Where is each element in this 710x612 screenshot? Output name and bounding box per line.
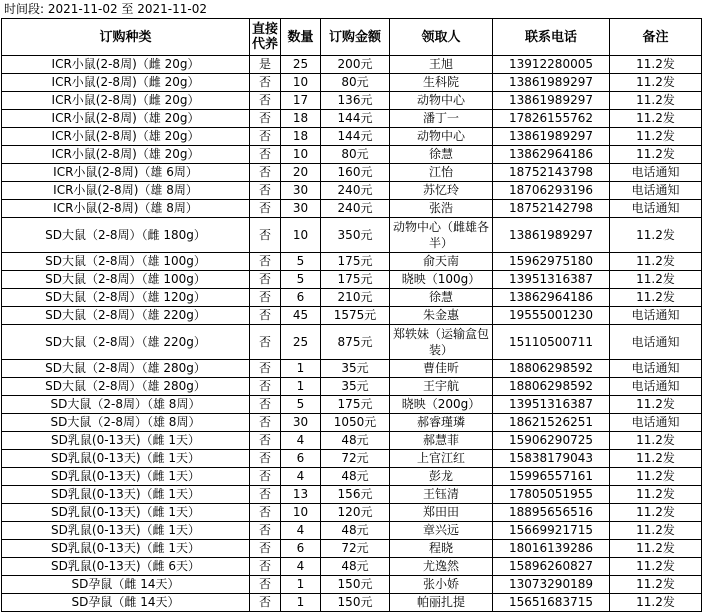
table-cell: SD乳鼠(0-13天)（雌 1天） bbox=[2, 450, 250, 468]
table-cell: 48元 bbox=[321, 432, 390, 450]
table-cell: 郑轶妹（运输盒包装） bbox=[390, 325, 493, 360]
table-cell: 18806298592 bbox=[493, 378, 610, 396]
table-cell: 72元 bbox=[321, 450, 390, 468]
table-cell: 否 bbox=[250, 396, 281, 414]
table-row bbox=[2, 164, 702, 182]
table-cell: 否 bbox=[250, 271, 281, 289]
table-cell: SD大鼠（2-8周）（雌 180g） bbox=[2, 218, 250, 253]
table-cell: 5 bbox=[281, 396, 321, 414]
table-cell: 6 bbox=[281, 540, 321, 558]
table-cell: 王宇航 bbox=[390, 378, 493, 396]
table-cell: 17826155762 bbox=[493, 110, 610, 128]
table-cell: 章兴远 bbox=[390, 522, 493, 540]
table-cell: 徐慧 bbox=[390, 289, 493, 307]
table-cell: SD乳鼠(0-13天)（雌 1天） bbox=[2, 486, 250, 504]
table-cell: 否 bbox=[250, 450, 281, 468]
table-cell: SD大鼠（2-8周）（雄 280g） bbox=[2, 360, 250, 378]
table-cell: 10 bbox=[281, 218, 321, 253]
table-row bbox=[2, 92, 702, 110]
table-cell: 电话通知 bbox=[610, 200, 702, 218]
table-cell: 否 bbox=[250, 522, 281, 540]
table-cell: 72元 bbox=[321, 540, 390, 558]
table-cell: 否 bbox=[250, 504, 281, 522]
table-cell: SD孕鼠（雌 14天） bbox=[2, 576, 250, 594]
table-cell: 240元 bbox=[321, 182, 390, 200]
table-cell: 18806298592 bbox=[493, 360, 610, 378]
table-cell: 11.2发 bbox=[610, 540, 702, 558]
header-row bbox=[2, 19, 702, 56]
table-cell: 11.2发 bbox=[610, 522, 702, 540]
table-cell: 11.2发 bbox=[610, 486, 702, 504]
table-cell: 11.2发 bbox=[610, 468, 702, 486]
table-cell: 11.2发 bbox=[610, 92, 702, 110]
table-cell: 否 bbox=[250, 432, 281, 450]
table-cell: SD大鼠（2-8周）（雄 8周） bbox=[2, 396, 250, 414]
table-cell: 否 bbox=[250, 128, 281, 146]
table-cell: 175元 bbox=[321, 271, 390, 289]
table-cell: 13862964186 bbox=[493, 146, 610, 164]
table-cell: 11.2发 bbox=[610, 218, 702, 253]
col-header: 数量 bbox=[281, 19, 321, 56]
table-cell: ICR小鼠(2-8周)（雄 8周） bbox=[2, 182, 250, 200]
table-cell: 156元 bbox=[321, 486, 390, 504]
table-cell: 11.2发 bbox=[610, 74, 702, 92]
table-cell: 否 bbox=[250, 218, 281, 253]
table-cell: 19555001230 bbox=[493, 307, 610, 325]
table-cell: 否 bbox=[250, 289, 281, 307]
table-cell: 15838179043 bbox=[493, 450, 610, 468]
table-row bbox=[2, 396, 702, 414]
table-cell: SD乳鼠(0-13天)（雌 1天） bbox=[2, 522, 250, 540]
table-cell: 11.2发 bbox=[610, 504, 702, 522]
table-cell: ICR小鼠(2-8周)（雌 20g） bbox=[2, 56, 250, 74]
table-cell: 11.2发 bbox=[610, 56, 702, 74]
table-cell: 240元 bbox=[321, 200, 390, 218]
table-row bbox=[2, 450, 702, 468]
table-cell: SD大鼠（2-8周）（雄 100g） bbox=[2, 253, 250, 271]
table-cell: 动物中心 bbox=[390, 92, 493, 110]
table-row bbox=[2, 432, 702, 450]
table-cell: 1 bbox=[281, 594, 321, 612]
table-cell: ICR小鼠(2-8周)（雌 20g） bbox=[2, 92, 250, 110]
table-cell: 否 bbox=[250, 325, 281, 360]
table-cell: 11.2发 bbox=[610, 128, 702, 146]
table-cell: 否 bbox=[250, 146, 281, 164]
table-cell: 苏忆玲 bbox=[390, 182, 493, 200]
order-table bbox=[1, 18, 702, 612]
table-row bbox=[2, 522, 702, 540]
table-cell: 否 bbox=[250, 540, 281, 558]
table-cell: 张小娇 bbox=[390, 576, 493, 594]
table-cell: 上官江红 bbox=[390, 450, 493, 468]
table-cell: ICR小鼠(2-8周)（雄 6周） bbox=[2, 164, 250, 182]
table-cell: SD大鼠（2-8周）（雄 220g） bbox=[2, 307, 250, 325]
table-cell: ICR小鼠(2-8周)（雌 20g） bbox=[2, 74, 250, 92]
table-row bbox=[2, 558, 702, 576]
table-cell: 曹佳昕 bbox=[390, 360, 493, 378]
period-label: 时间段: 2021-11-02 至 2021-11-02 bbox=[4, 2, 207, 16]
table-cell: 否 bbox=[250, 253, 281, 271]
table-cell: 25 bbox=[281, 325, 321, 360]
table-cell: 875元 bbox=[321, 325, 390, 360]
table-cell: 30 bbox=[281, 414, 321, 432]
table-cell: 11.2发 bbox=[610, 432, 702, 450]
table-cell: 120元 bbox=[321, 504, 390, 522]
table-cell: 20 bbox=[281, 164, 321, 182]
table-row bbox=[2, 128, 702, 146]
table-cell: ICR小鼠(2-8周)（雄 20g） bbox=[2, 128, 250, 146]
table-cell: 80元 bbox=[321, 74, 390, 92]
table-cell: 动物中心 bbox=[390, 128, 493, 146]
table-cell: 5 bbox=[281, 271, 321, 289]
table-cell: 彭龙 bbox=[390, 468, 493, 486]
table-cell: 动物中心（雌雄各半） bbox=[390, 218, 493, 253]
table-cell: 否 bbox=[250, 558, 281, 576]
table-row bbox=[2, 146, 702, 164]
table-cell: 30 bbox=[281, 200, 321, 218]
table-row bbox=[2, 576, 702, 594]
table-row bbox=[2, 110, 702, 128]
table-cell: 35元 bbox=[321, 378, 390, 396]
table-row bbox=[2, 594, 702, 612]
table-cell: 18621526251 bbox=[493, 414, 610, 432]
table-cell: 5 bbox=[281, 253, 321, 271]
table-cell: 王钰清 bbox=[390, 486, 493, 504]
table-cell: 15110500711 bbox=[493, 325, 610, 360]
table-cell: 45 bbox=[281, 307, 321, 325]
table-cell: 48元 bbox=[321, 522, 390, 540]
table-cell: 11.2发 bbox=[610, 146, 702, 164]
table-cell: ICR小鼠(2-8周)（雄 8周） bbox=[2, 200, 250, 218]
table-cell: 136元 bbox=[321, 92, 390, 110]
table-row bbox=[2, 289, 702, 307]
table-row bbox=[2, 325, 702, 360]
table-cell: SD乳鼠(0-13天)（雌 1天） bbox=[2, 540, 250, 558]
table-cell: 15962975180 bbox=[493, 253, 610, 271]
table-cell: 10 bbox=[281, 504, 321, 522]
table-cell: 4 bbox=[281, 522, 321, 540]
table-cell: 175元 bbox=[321, 396, 390, 414]
table-cell: 否 bbox=[250, 182, 281, 200]
table-cell: 13861989297 bbox=[493, 218, 610, 253]
table-row bbox=[2, 414, 702, 432]
table-cell: 电话通知 bbox=[610, 307, 702, 325]
table-cell: 144元 bbox=[321, 128, 390, 146]
table-row bbox=[2, 486, 702, 504]
table-cell: 350元 bbox=[321, 218, 390, 253]
table-cell: 否 bbox=[250, 576, 281, 594]
table-cell: 80元 bbox=[321, 146, 390, 164]
table-cell: 6 bbox=[281, 450, 321, 468]
table-cell: 11.2发 bbox=[610, 271, 702, 289]
table-cell: 15896260827 bbox=[493, 558, 610, 576]
table-cell: 郝睿瑾璘 bbox=[390, 414, 493, 432]
table-row bbox=[2, 253, 702, 271]
table-cell: 1 bbox=[281, 378, 321, 396]
table-cell: 1575元 bbox=[321, 307, 390, 325]
table-row bbox=[2, 360, 702, 378]
table-cell: 11.2发 bbox=[610, 558, 702, 576]
table-cell: 11.2发 bbox=[610, 450, 702, 468]
table-cell: 否 bbox=[250, 164, 281, 182]
table-row bbox=[2, 218, 702, 253]
table-cell: 13861989297 bbox=[493, 74, 610, 92]
table-row bbox=[2, 468, 702, 486]
table-cell: 否 bbox=[250, 74, 281, 92]
table-cell: SD大鼠（2-8周）（雄 100g） bbox=[2, 271, 250, 289]
table-cell: 200元 bbox=[321, 56, 390, 74]
table-cell: 否 bbox=[250, 414, 281, 432]
table-cell: 否 bbox=[250, 307, 281, 325]
table-cell: 13951316387 bbox=[493, 396, 610, 414]
table-cell: ICR小鼠(2-8周)（雄 20g） bbox=[2, 110, 250, 128]
table-cell: 电话通知 bbox=[610, 182, 702, 200]
table-cell: 电话通知 bbox=[610, 414, 702, 432]
table-cell: 35元 bbox=[321, 360, 390, 378]
table-cell: 175元 bbox=[321, 253, 390, 271]
table-cell: 13073290189 bbox=[493, 576, 610, 594]
table-cell: 否 bbox=[250, 594, 281, 612]
table-cell: 是 bbox=[250, 56, 281, 74]
table-cell: 1050元 bbox=[321, 414, 390, 432]
table-cell: 否 bbox=[250, 110, 281, 128]
table-cell: 18752142798 bbox=[493, 200, 610, 218]
table-cell: 10 bbox=[281, 74, 321, 92]
table-cell: 18016139286 bbox=[493, 540, 610, 558]
table-cell: SD乳鼠(0-13天)（雌 1天） bbox=[2, 504, 250, 522]
col-header: 备注 bbox=[610, 19, 702, 56]
table-cell: 江怡 bbox=[390, 164, 493, 182]
col-header: 订购种类 bbox=[2, 19, 250, 56]
col-header: 直接代养 bbox=[250, 19, 281, 56]
table-cell: 徐慧 bbox=[390, 146, 493, 164]
table-cell: 15996557161 bbox=[493, 468, 610, 486]
table-cell: 18 bbox=[281, 110, 321, 128]
table-row bbox=[2, 307, 702, 325]
table-cell: 160元 bbox=[321, 164, 390, 182]
table-cell: 15651683715 bbox=[493, 594, 610, 612]
col-header: 联系电话 bbox=[493, 19, 610, 56]
table-cell: 郝慧菲 bbox=[390, 432, 493, 450]
col-header: 领取人 bbox=[390, 19, 493, 56]
table-row bbox=[2, 540, 702, 558]
table-cell: SD大鼠（2-8周）（雄 280g） bbox=[2, 378, 250, 396]
table-row bbox=[2, 74, 702, 92]
table-cell: 否 bbox=[250, 92, 281, 110]
table-cell: 11.2发 bbox=[610, 594, 702, 612]
table-cell: SD乳鼠(0-13天)（雌 6天） bbox=[2, 558, 250, 576]
table-cell: 13951316387 bbox=[493, 271, 610, 289]
table-cell: 1 bbox=[281, 576, 321, 594]
table-cell: 18895656516 bbox=[493, 504, 610, 522]
table-cell: SD大鼠（2-8周）（雄 220g） bbox=[2, 325, 250, 360]
table-cell: SD乳鼠(0-13天)（雌 1天） bbox=[2, 432, 250, 450]
table-cell: 否 bbox=[250, 468, 281, 486]
table-cell: 电话通知 bbox=[610, 360, 702, 378]
table-cell: 17805051955 bbox=[493, 486, 610, 504]
table-cell: 程晓 bbox=[390, 540, 493, 558]
table-cell: 18 bbox=[281, 128, 321, 146]
table-cell: 尤逸然 bbox=[390, 558, 493, 576]
table-cell: 郑田田 bbox=[390, 504, 493, 522]
table-cell: 11.2发 bbox=[610, 396, 702, 414]
table-cell: 30 bbox=[281, 182, 321, 200]
table-cell: 王旭 bbox=[390, 56, 493, 74]
table-cell: 否 bbox=[250, 360, 281, 378]
table-cell: ICR小鼠(2-8周)（雄 20g） bbox=[2, 146, 250, 164]
table-cell: 11.2发 bbox=[610, 289, 702, 307]
table-cell: 10 bbox=[281, 146, 321, 164]
table-cell: 13 bbox=[281, 486, 321, 504]
table-cell: 210元 bbox=[321, 289, 390, 307]
table-cell: 150元 bbox=[321, 594, 390, 612]
table-row bbox=[2, 182, 702, 200]
table-row bbox=[2, 56, 702, 74]
table-cell: 电话通知 bbox=[610, 164, 702, 182]
table-row bbox=[2, 200, 702, 218]
table-cell: 144元 bbox=[321, 110, 390, 128]
table-cell: 150元 bbox=[321, 576, 390, 594]
table-cell: 11.2发 bbox=[610, 576, 702, 594]
table-cell: 13861989297 bbox=[493, 128, 610, 146]
table-cell: 否 bbox=[250, 200, 281, 218]
table-cell: 否 bbox=[250, 486, 281, 504]
table-cell: 48元 bbox=[321, 558, 390, 576]
table-cell: 4 bbox=[281, 468, 321, 486]
table-cell: 17 bbox=[281, 92, 321, 110]
table-cell: 25 bbox=[281, 56, 321, 74]
table-cell: 朱金惠 bbox=[390, 307, 493, 325]
table-cell: 张浩 bbox=[390, 200, 493, 218]
table-cell: 11.2发 bbox=[610, 253, 702, 271]
table-cell: SD大鼠（2-8周）（雄 120g） bbox=[2, 289, 250, 307]
table-cell: 15669921715 bbox=[493, 522, 610, 540]
table-cell: 生科院 bbox=[390, 74, 493, 92]
table-cell: 4 bbox=[281, 432, 321, 450]
table-cell: 13912280005 bbox=[493, 56, 610, 74]
table-cell: 18752143798 bbox=[493, 164, 610, 182]
table-cell: 1 bbox=[281, 360, 321, 378]
table-cell: 13862964186 bbox=[493, 289, 610, 307]
table-cell: 俞天南 bbox=[390, 253, 493, 271]
table-cell: 6 bbox=[281, 289, 321, 307]
table-row bbox=[2, 378, 702, 396]
table-cell: 电话通知 bbox=[610, 378, 702, 396]
table-cell: 15906290725 bbox=[493, 432, 610, 450]
table-cell: 晓映（200g） bbox=[390, 396, 493, 414]
table-row bbox=[2, 504, 702, 522]
table-cell: 11.2发 bbox=[610, 110, 702, 128]
table-cell: 4 bbox=[281, 558, 321, 576]
table-cell: 潘丁一 bbox=[390, 110, 493, 128]
table-cell: SD大鼠（2-8周）（雄 8周） bbox=[2, 414, 250, 432]
table-cell: 电话通知 bbox=[610, 325, 702, 360]
table-cell: 18706293196 bbox=[493, 182, 610, 200]
table-cell: SD孕鼠（雌 14天） bbox=[2, 594, 250, 612]
table-cell: SD乳鼠(0-13天)（雌 1天） bbox=[2, 468, 250, 486]
table-cell: 13861989297 bbox=[493, 92, 610, 110]
table-cell: 帕丽扎提 bbox=[390, 594, 493, 612]
table-cell: 否 bbox=[250, 378, 281, 396]
table-row bbox=[2, 271, 702, 289]
col-header: 订购金额 bbox=[321, 19, 390, 56]
table-cell: 48元 bbox=[321, 468, 390, 486]
table-cell: 晓映（100g） bbox=[390, 271, 493, 289]
